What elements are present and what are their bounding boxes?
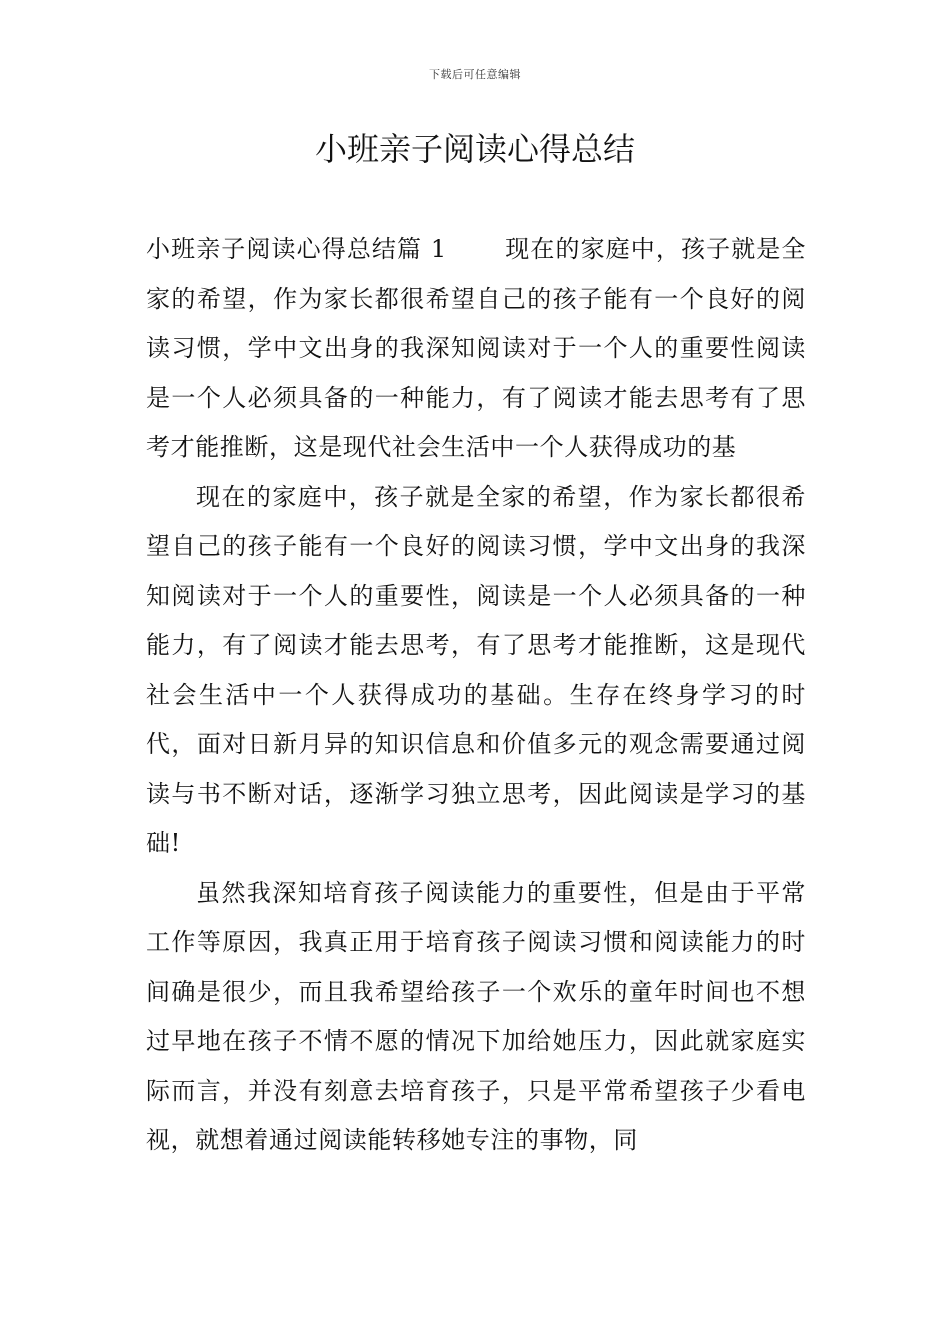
section-heading: 小班亲子阅读心得总结篇 1	[146, 235, 447, 263]
header-note: 下载后可任意编辑	[429, 68, 521, 81]
paragraph-3: 虽然我深知培育孩子阅读能力的重要性，但是由于平常工作等原因，我真正用于培育孩子阅读习惯和阅读能力的时间确是很少，而且我希望给孩子一个欢乐的童年时间也不想过早地在孩子不情不愿的情况下加给她压力，因此就家庭实际而言，并没有刻意去培育孩子，只是平常希望孩子少看电视，就想着通过阅读能转移她专注的事物，同	[146, 878, 806, 1154]
paragraph-1-text: 现在的家庭中，孩子就是全家的希望，作为家长都很希望自己的孩子能有一个良好的阅读习惯，学中文出身的我深知阅读对于一个人的重要性阅读是一个人必须具备的一种能力，有了阅读才能去思考有了思考才能推断，这是现代社会生活中一个人获得成功的基	[146, 235, 806, 461]
document-body	[146, 225, 806, 1166]
paragraph-1	[146, 225, 806, 473]
paragraph-2: 现在的家庭中，孩子就是全家的希望，作为家长都很希望自己的孩子能有一个良好的阅读习惯，学中文出身的我深知阅读对于一个人的重要性，阅读是一个人必须具备的一种能力，有了阅读才能去思考，有了思考才能推断，这是现代社会生活中一个人获得成功的基础。生存在终身学习的时代，面对日新月异的知识信息和价值多元的观念需要通过阅读与书不断对话，逐渐学习独立思考，因此阅读是学习的基础!	[146, 482, 806, 857]
document-title: 小班亲子阅读心得总结	[314, 130, 635, 168]
